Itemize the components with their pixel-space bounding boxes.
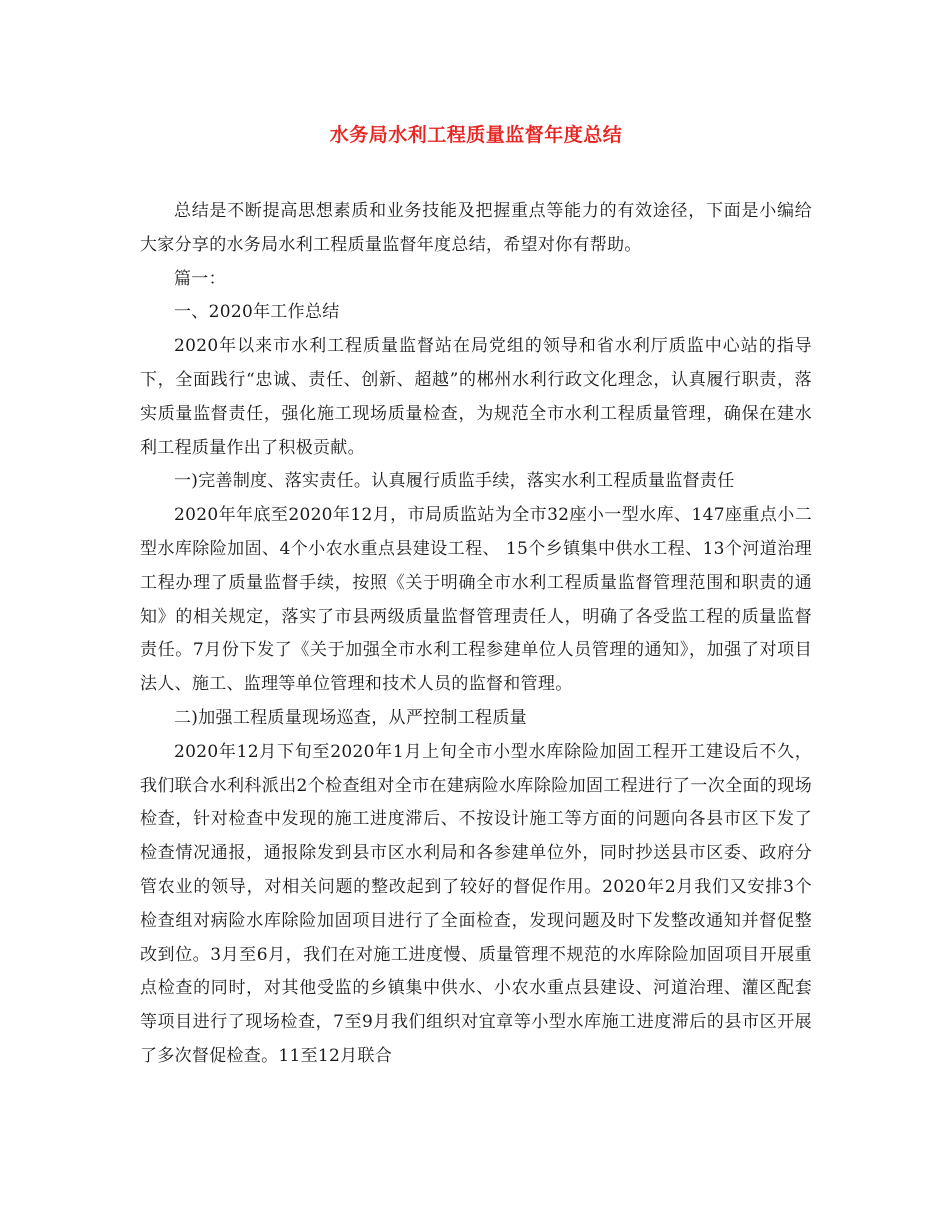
paragraph-supervision-procedures: 2020年年底至2020年12月，市局质监站为全市32座小一型水库、147座重点小二型水库除险加固、4个小农水重点县建设工程、 15个乡镇集中供水工程、13个河道治理工程办理了质量监督手续，按照《关于明确全市水利工程质量监督管理范围和职责的通知》的相关规定，落实了市县两级质量监督管理责任人，明确了各受监工程的质量监督责任。7月份下发了《关于加强全市水利工程参建单位人员管理的通知》，加强了对项目法人、施工、监理等单位管理和技术人员的监督和管理。: [140, 505, 812, 695]
paragraph-overview: 2020年以来市水利工程质量监督站在局党组的领导和省水利厅质监中心站的指导下，全面践行“忠诚、责任、创新、超越”的郴州水利行政文化理念，认真履行职责，落实质量监督责任，强化施工现场质量检查，为规范全市水利工程质量管理，确保在建水利工程质量作出了积极贡献。: [140, 336, 812, 458]
subsection-heading-2: 二)加强工程质量现场巡查，从严控制工程质量: [174, 707, 527, 728]
paragraph-intro: 总结是不断提高思想素质和业务技能及把握重点等能力的有效途径，下面是小编给大家分享的水务局水利工程质量监督年度总结，希望对你有帮助。: [140, 201, 812, 255]
paragraph-part-label: 篇一：: [174, 268, 226, 289]
paragraph-site-inspection: 2020年12月下旬至2020年1月上旬全市小型水库除险加固工程开工建设后不久，我们联合水利科派出2个检查组对全市在建病险水库除险加固工程进行了一次全面的现场检查，针对检查中发现的施工进度滞后、不按设计施工等方面的问题向各县市区下发了检查情况通报，通报除发到县市区水利局和各参建单位外，同时抄送县市区委、政府分管农业的领导，对相关问题的整改起到了较好的督促作用。2020年2月我们又安排3个检查组对病险水库除险加固项目进行了全面检查，发现问题及时下发整改通知并督促整改到位。3月至6月，我们在对施工进度慢、质量管理不规范的水库除险加固项目开展重点检查的同时，对其他受监的乡镇集中供水、小农水重点县建设、河道治理、灌区配套等项目进行了现场检查，7至9月我们组织对宜章等小型水库施工进度滞后的县市区开展了多次督促检查。11至12月联合: [140, 741, 812, 1066]
subsection-heading-1: 一)完善制度、落实责任。认真履行质监手续，落实水利工程质量监督责任: [174, 471, 735, 492]
section-heading-2020-summary: 一、2020年工作总结: [174, 302, 340, 323]
document-body: [140, 195, 812, 1074]
document-title: 水务局水利工程质量监督年度总结: [329, 124, 623, 146]
